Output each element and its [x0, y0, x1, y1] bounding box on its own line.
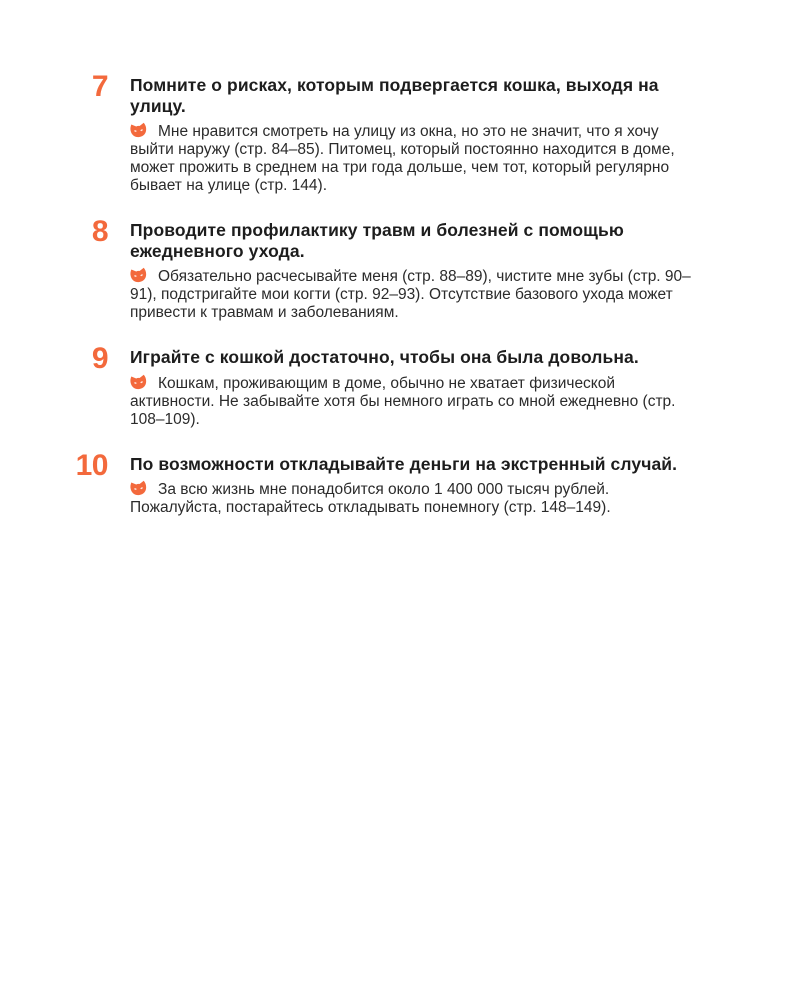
item-heading: Проводите профилактику травм и болезней с помощью ежедневного ухода.	[130, 220, 624, 261]
item-body	[130, 268, 698, 322]
list-item	[0, 342, 800, 429]
cat-face-icon	[129, 267, 148, 284]
item-heading: По возможности откладывайте деньги на экстренный случай.	[130, 453, 678, 474]
item-body-text: Кошкам, проживающим в доме, обычно не хватает физической активности. Не забывайте хотя бы немного играть со мной ежедневно (стр. 108–109).	[130, 374, 676, 428]
list-item	[0, 448, 800, 518]
item-body	[130, 481, 698, 517]
cat-face-icon	[129, 373, 148, 390]
item-number: 9	[91, 342, 108, 375]
item-body-text: Мне нравится смотреть на улицу из окна, но это не значит, что я хочу выйти наружу (стр. 84–85). Питомец, который постоянно находится в доме, может прожить в среднем на три года дольше, чем тот, который регулярно бывает на улице (стр. 144).	[130, 123, 675, 194]
cat-face-icon	[129, 480, 148, 497]
list-item	[0, 70, 800, 195]
item-content	[130, 452, 698, 518]
item-content	[130, 345, 698, 429]
item-content	[130, 73, 698, 195]
cat-face-icon	[129, 122, 148, 139]
item-number: 10	[75, 448, 108, 482]
item-body-text: За всю жизнь мне понадобится около 1 400 000 тысяч рублей. Пожалуйста, постарайтесь откладывать понемногу (стр. 148–149).	[130, 481, 611, 516]
item-body-text: Обязательно расчесывайте меня (стр. 88–89), чистите мне зубы (стр. 90–91), подстригайте мои когти (стр. 92–93). Отсутствие базового ухода может привести к травмам и заболеваниям.	[130, 268, 691, 321]
item-content	[130, 218, 698, 322]
item-body	[130, 123, 698, 195]
item-heading: Играйте с кошкой достаточно, чтобы она была довольна.	[130, 347, 639, 367]
item-heading: Помните о рисках, которым подвергается кошка, выходя на улицу.	[130, 75, 659, 116]
list-item	[0, 215, 800, 322]
item-number: 7	[91, 70, 108, 103]
item-number: 8	[91, 215, 108, 248]
item-body	[130, 375, 698, 429]
